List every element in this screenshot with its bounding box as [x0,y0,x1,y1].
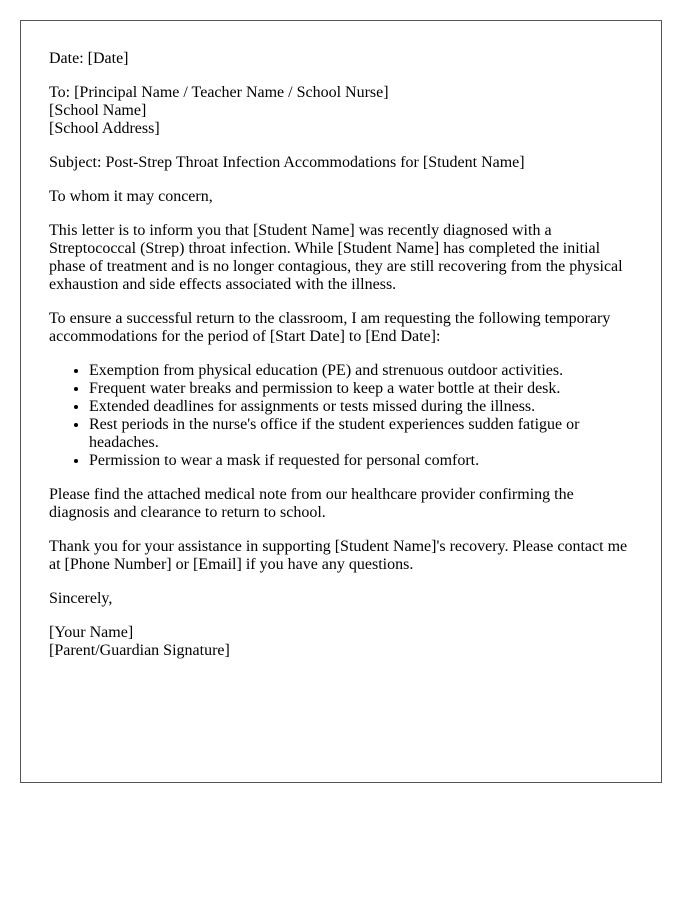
body-paragraph-4: Thank you for your assistance in supporting [Student Name]'s recovery. Please contact me at [Phone Number] or [Email] if you have any questions. [49,538,628,573]
signature-block [49,624,632,660]
body-paragraph-1: This letter is to inform you that [Student Name] was recently diagnosed with a Streptococcal (Strep) throat infection. While [Student Name] has completed the initial phase of treatment and is no longer contagious, they are still recovering from the physical exhaustion and side effects associated with the illness. [49,222,623,293]
accommodations-list [49,362,632,470]
list-item: • Rest periods in the nurse's office if the student experiences sudden fatigue or headaches. [89,416,632,452]
body-paragraph-2: To ensure a successful return to the classroom, I am requesting the following temporary accommodations for the period of [Start Date] to [End Date]: [49,310,611,345]
closing: Sincerely, [49,590,113,607]
subject-line: Subject: Post-Strep Throat Infection Accommodations for [Student Name] [49,154,525,171]
list-item: • Permission to wear a mask if requested for personal comfort. [89,452,632,470]
date-line: Date: [Date] [49,50,129,67]
signature-line: [Parent/Guardian Signature] [49,642,230,659]
list-item: • Extended deadlines for assignments or tests missed during the illness. [89,398,632,416]
recipient-to: To: [Principal Name / Teacher Name / School Nurse] [49,84,389,101]
list-item: • Exemption from physical education (PE) and strenuous outdoor activities. [89,362,632,380]
letter-document [20,20,662,783]
school-name: [School Name] [49,102,147,119]
body-paragraph-3: Please find the attached medical note from our healthcare provider confirming the diagnosis and clearance to return to school. [49,486,574,521]
list-item: • Frequent water breaks and permission to keep a water bottle at their desk. [89,380,632,398]
sender-name: [Your Name] [49,624,134,641]
salutation: To whom it may concern, [49,188,213,205]
recipient-block [49,84,632,138]
school-address: [School Address] [49,120,160,137]
